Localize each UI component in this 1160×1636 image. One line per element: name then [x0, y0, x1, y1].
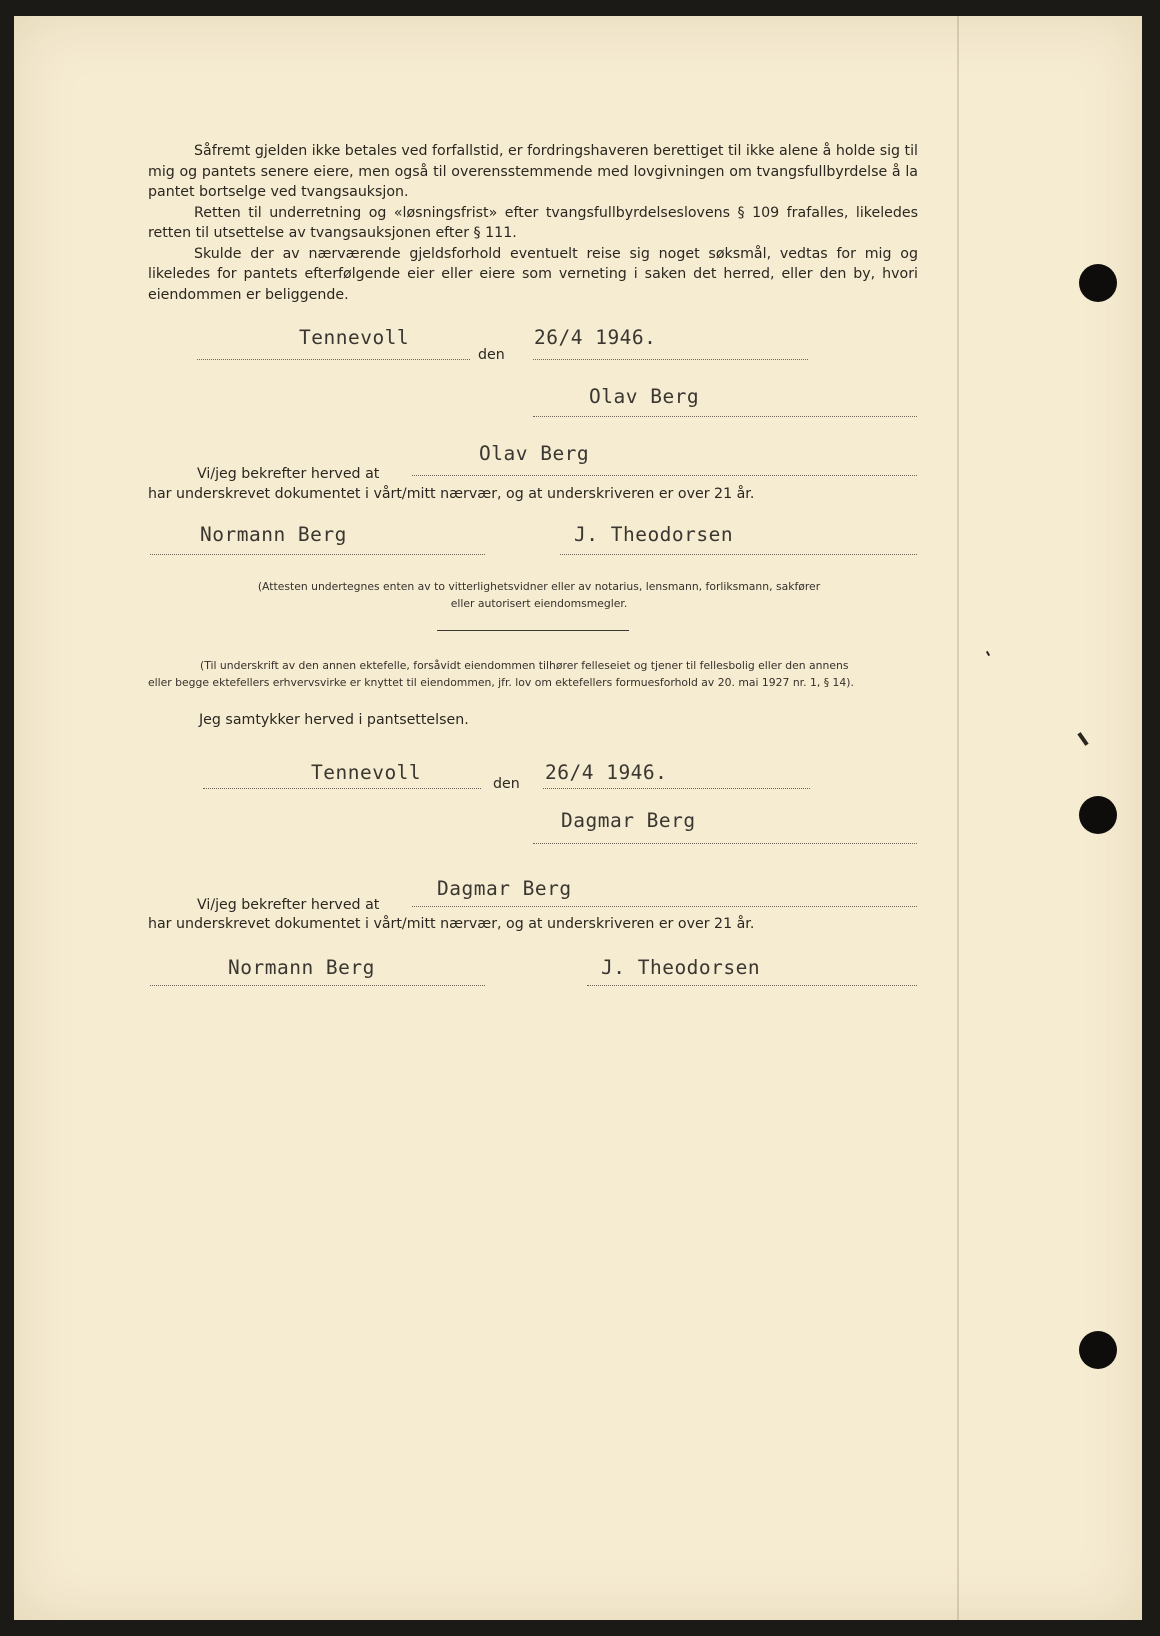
witness-1-line [150, 554, 485, 555]
punch-hole [1079, 264, 1117, 302]
attest-note: (Attesten undertegnes enten av to vitterlighetsvidner eller av notarius, lensmann, forliksmann, sakfører eller autorisert eiendomsmegler. [257, 580, 821, 610]
terms-paragraphs [148, 141, 918, 305]
signer-line [533, 416, 917, 417]
attest-label: Vi/jeg bekrefter herved at [197, 466, 380, 482]
first-place: Tennevoll [299, 326, 410, 349]
witness-3-line [150, 985, 485, 986]
place-line [197, 359, 470, 360]
consent-signer-line [533, 843, 917, 844]
punch-hole [1079, 1331, 1117, 1369]
attest-statement: har underskrevet dokumentet i vårt/mitt nærvær, og at underskriveren er over 21 år. [148, 486, 755, 502]
consent-place: Tennevoll [311, 761, 422, 784]
den-label: den [478, 347, 505, 363]
terms-paragraph-2: Retten til underretning og «løsningsfrist» efter tvangsfullbyrdelseslovens § 109 frafalles, likeledes retten til utsettelse av tvangsauksjonen efter § 111. [148, 204, 918, 241]
witness-2: J. Theodorsen [574, 523, 734, 546]
page-fold [957, 16, 959, 1620]
consent-text: Jeg samtykker herved i pantsettelsen. [199, 712, 469, 728]
first-signer: Olav Berg [589, 385, 700, 408]
attest-name-2: Dagmar Berg [437, 877, 572, 900]
consent-date-line [543, 788, 810, 789]
consent-date: 26/4 1946. [545, 761, 668, 784]
attest-name-line [412, 475, 917, 476]
first-date: 26/4 1946. [534, 326, 657, 349]
witness-3: Normann Berg [228, 956, 375, 979]
witness-1: Normann Berg [200, 523, 347, 546]
punch-hole [1079, 796, 1117, 834]
consent-signer: Dagmar Berg [561, 809, 696, 832]
witness-4: J. Theodorsen [601, 956, 761, 979]
attest-name: Olav Berg [479, 442, 590, 465]
consent-place-line [203, 788, 481, 789]
terms-paragraph-3: Skulde der av nærværende gjeldsforhold eventuelt reise sig noget søksmål, vedtas for mig og likeledes for pantets efterfølgende eier eller eiere som verneting i saken det herred, eller den by, hvori eiendommen er beliggende. [148, 245, 918, 303]
witness-4-line [587, 985, 917, 986]
attest-name-2-line [412, 906, 917, 907]
attest-label-2: Vi/jeg bekrefter herved at [197, 897, 380, 913]
spouse-note: (Til underskrift av den annen ektefelle, forsåvidt eiendommen tilhører felleseiet og tjener til fellesbolig eller den annens eller begge ektefellers erhvervsvirke er knyttet til eiendommen, jfr. lov om ektefellers formuesforhold av 20. mai 1927 nr. 1, § 14). [148, 659, 854, 689]
date-line [533, 359, 808, 360]
section-divider [437, 630, 629, 631]
consent-den-label: den [493, 776, 520, 792]
attest-statement-2: har underskrevet dokumentet i vårt/mitt nærvær, og at underskriveren er over 21 år. [148, 916, 755, 932]
witness-2-line [560, 554, 917, 555]
terms-paragraph-1: Såfremt gjelden ikke betales ved forfallstid, er fordringshaveren berettiget til ikke alene å holde sig til mig og pantets senere eiere, men også til overensstemmende med lovgivningen om tvangsfullbyrdelse å la pantet bortselge ved tvangsauksjon. [148, 143, 918, 200]
